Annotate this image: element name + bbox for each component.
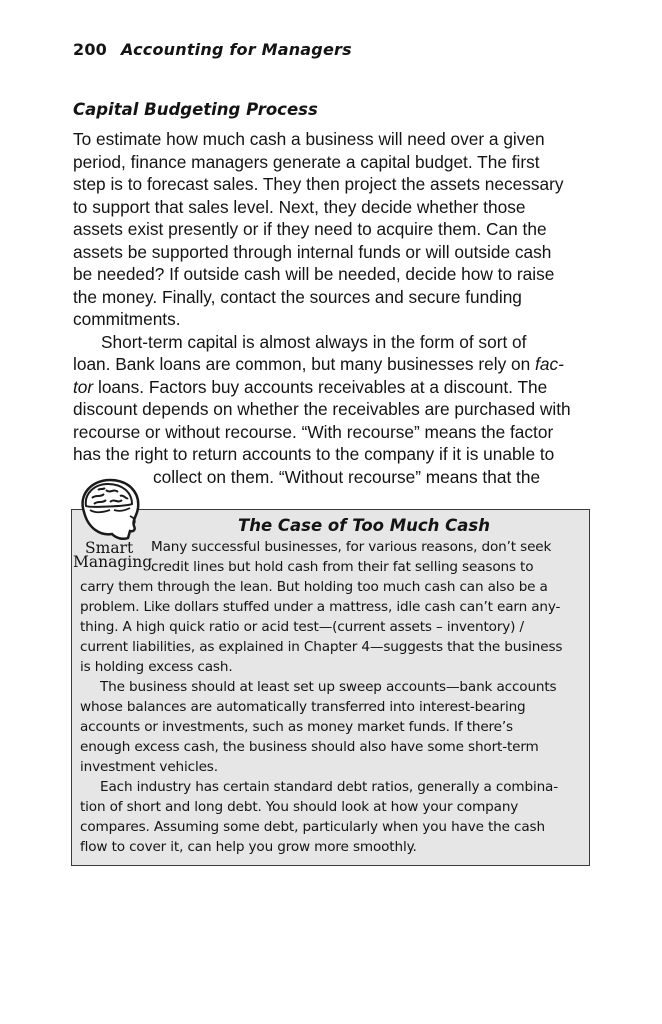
running-head: [73, 40, 352, 59]
sidebar-line: is holding excess cash.: [80, 659, 233, 675]
body-line: commitments.: [73, 309, 181, 329]
body-line: Short-term capital is almost always in the form of sort of: [101, 332, 527, 352]
brain-head-icon: [70, 476, 150, 546]
sidebar-line: tion of short and long debt. You should look at how your company: [80, 799, 519, 815]
sidebar-line: Each industry has certain standard debt ratios, generally a combina-: [100, 779, 558, 795]
sidebar-line: accounts or investments, such as money market funds. If there’s: [80, 719, 513, 735]
body-line: step is to forecast sales. They then project the assets necessary: [73, 174, 564, 194]
sidebar-title: The Case of Too Much Cash: [238, 516, 490, 535]
sidebar-line: carry them through the lean. But holding too much cash can also be a: [80, 579, 548, 595]
body-line-text: loan. Bank loans are common, but many businesses rely on: [73, 354, 536, 374]
section-title: Capital Budgeting Process: [73, 100, 318, 119]
sidebar-line: The business should at least set up sweep accounts—bank accounts: [100, 679, 557, 695]
body-line: discount depends on whether the receivables are purchased with: [73, 399, 571, 419]
sidebar-line: current liabilities, as explained in Chapter 4—suggests that the business: [80, 639, 563, 655]
sidebar-line: whose balances are automatically transferred into interest-bearing: [80, 699, 526, 715]
body-line: To estimate how much cash a business will need over a given: [73, 129, 545, 149]
logo-word-smart: Smart: [85, 539, 134, 557]
body-line: [73, 353, 564, 376]
sidebar-line: investment vehicles.: [80, 759, 218, 775]
italic-term: fac-: [535, 354, 564, 374]
body-line: be needed? If outside cash will be needed, decide how to raise: [73, 264, 555, 284]
page-number: 200: [73, 40, 107, 59]
body-line: the money. Finally, contact the sources and secure funding: [73, 287, 522, 307]
body-line: assets exist presently or if they need to acquire them. Can the: [73, 219, 547, 239]
logo-word-managing: Managing: [73, 553, 153, 571]
body-line: [73, 376, 547, 399]
body-line: recourse or without recourse. “With recourse” means the factor: [73, 422, 554, 442]
body-line: has the right to return accounts to the company if it is unable to: [73, 444, 555, 464]
sidebar-line: enough excess cash, the business should also have some short-term: [80, 739, 539, 755]
body-line: to support that sales level. Next, they decide whether those: [73, 197, 526, 217]
body-line: assets be supported through internal funds or will outside cash: [73, 242, 552, 262]
italic-term: tor: [73, 377, 94, 397]
sidebar-line: Many successful businesses, for various reasons, don’t seek: [151, 539, 552, 555]
sidebar-line: compares. Assuming some debt, particularly when you have the cash: [80, 819, 545, 835]
sidebar-line: thing. A high quick ratio or acid test—(current assets – inventory) /: [80, 619, 524, 635]
body-line-text: loans. Factors buy accounts receivables at a discount. The: [97, 377, 548, 397]
body-line: collect on them. “Without recourse” means that the: [153, 467, 541, 487]
book-title: Accounting for Managers: [121, 40, 352, 59]
sidebar-line: credit lines but hold cash from their fat selling seasons to: [151, 559, 534, 575]
sidebar-line: problem. Like dollars stuffed under a mattress, idle cash can’t earn any-: [80, 599, 561, 615]
sidebar-line: flow to cover it, can help you grow more smoothly.: [80, 839, 417, 855]
body-line: period, finance managers generate a capital budget. The first: [73, 152, 540, 172]
